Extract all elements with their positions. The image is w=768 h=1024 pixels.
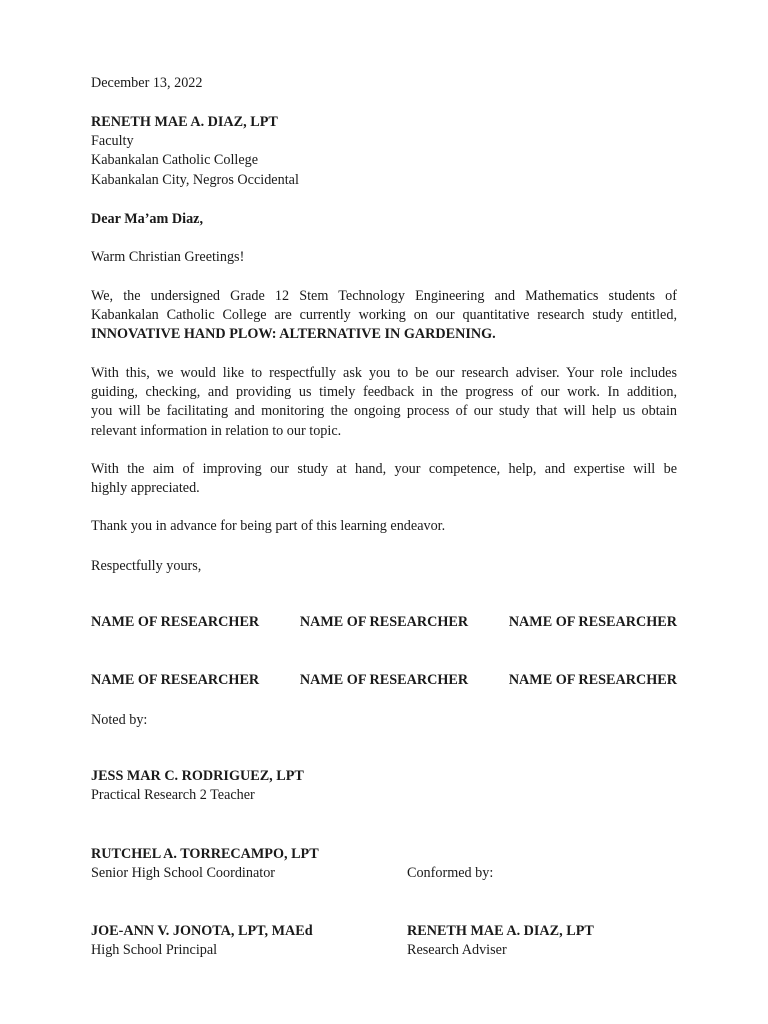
paragraph-line: guiding, checking, and providing us timely feedback in the progress of our work. In addition, <box>91 384 677 401</box>
paragraph-line: With the aim of improving our study at hand, your competence, help, and expertise will be <box>91 461 677 477</box>
paragraph-appreciation <box>91 460 677 498</box>
recipient-institution: Kabankalan Catholic College <box>91 152 259 169</box>
signatory-name: RUTCHEL A. TORRECAMPO, LPT <box>91 846 319 862</box>
researcher-name: NAME OF RESEARCHER <box>91 672 260 688</box>
paragraph-line: relevant information in relation to our topic. <box>91 422 342 439</box>
paragraph-line: you will be facilitating and monitoring the ongoing process of our study that will help us obtain <box>91 403 677 420</box>
letter-date: December 13, 2022 <box>91 75 203 91</box>
signatory-title: High School Principal <box>91 942 218 959</box>
researchers-row-1 <box>91 613 677 632</box>
principal-signatory <box>91 922 391 960</box>
study-title: INNOVATIVE HAND PLOW: ALTERNATIVE IN GARDENING. <box>91 326 496 343</box>
conformed-by-label: Conformed by: <box>407 865 494 881</box>
adviser-signatory <box>407 922 594 960</box>
paragraph-line: highly appreciated. <box>91 480 200 497</box>
signatory-title: Senior High School Coordinator <box>91 865 276 882</box>
noted-by-label: Noted by: <box>91 712 148 728</box>
researchers-row-2 <box>91 671 677 690</box>
researcher-name: NAME OF RESEARCHER <box>299 614 469 630</box>
researcher-name: NAME OF RESEARCHER <box>508 672 677 688</box>
paragraph-thanks: Thank you in advance for being part of this learning endeavor. <box>91 518 446 534</box>
signatory-title: Research Adviser <box>407 942 507 959</box>
paragraph-intro <box>91 287 677 345</box>
teacher-signatory <box>91 767 677 805</box>
recipient-block <box>91 113 677 190</box>
recipient-position: Faculty <box>91 133 134 150</box>
greeting: Warm Christian Greetings! <box>91 249 245 265</box>
coordinator-signatory <box>91 845 677 883</box>
signatory-name: JESS MAR C. RODRIGUEZ, LPT <box>91 768 304 784</box>
researcher-name: NAME OF RESEARCHER <box>508 614 677 630</box>
signatory-title: Practical Research 2 Teacher <box>91 787 255 804</box>
recipient-name: RENETH MAE A. DIAZ, LPT <box>91 114 278 130</box>
signatory-name: RENETH MAE A. DIAZ, LPT <box>407 923 594 939</box>
researcher-name: NAME OF RESEARCHER <box>91 614 260 630</box>
salutation: Dear Ma’am Diaz, <box>91 211 204 227</box>
signatory-name: JOE-ANN V. JONOTA, LPT, MAEd <box>91 923 313 939</box>
paragraph-line: With this, we would like to respectfully ask you to be our research adviser. Your role includes <box>91 365 677 381</box>
recipient-address: Kabankalan City, Negros Occidental <box>91 171 299 188</box>
paragraph-request <box>91 364 677 441</box>
paragraph-line: We, the undersigned Grade 12 Stem Technology Engineering and Mathematics students of <box>91 288 677 304</box>
closing: Respectfully yours, <box>91 558 202 574</box>
paragraph-line: Kabankalan Catholic College are currently working on our quantitative research study entitled, <box>91 307 677 324</box>
researcher-name: NAME OF RESEARCHER <box>299 672 469 688</box>
